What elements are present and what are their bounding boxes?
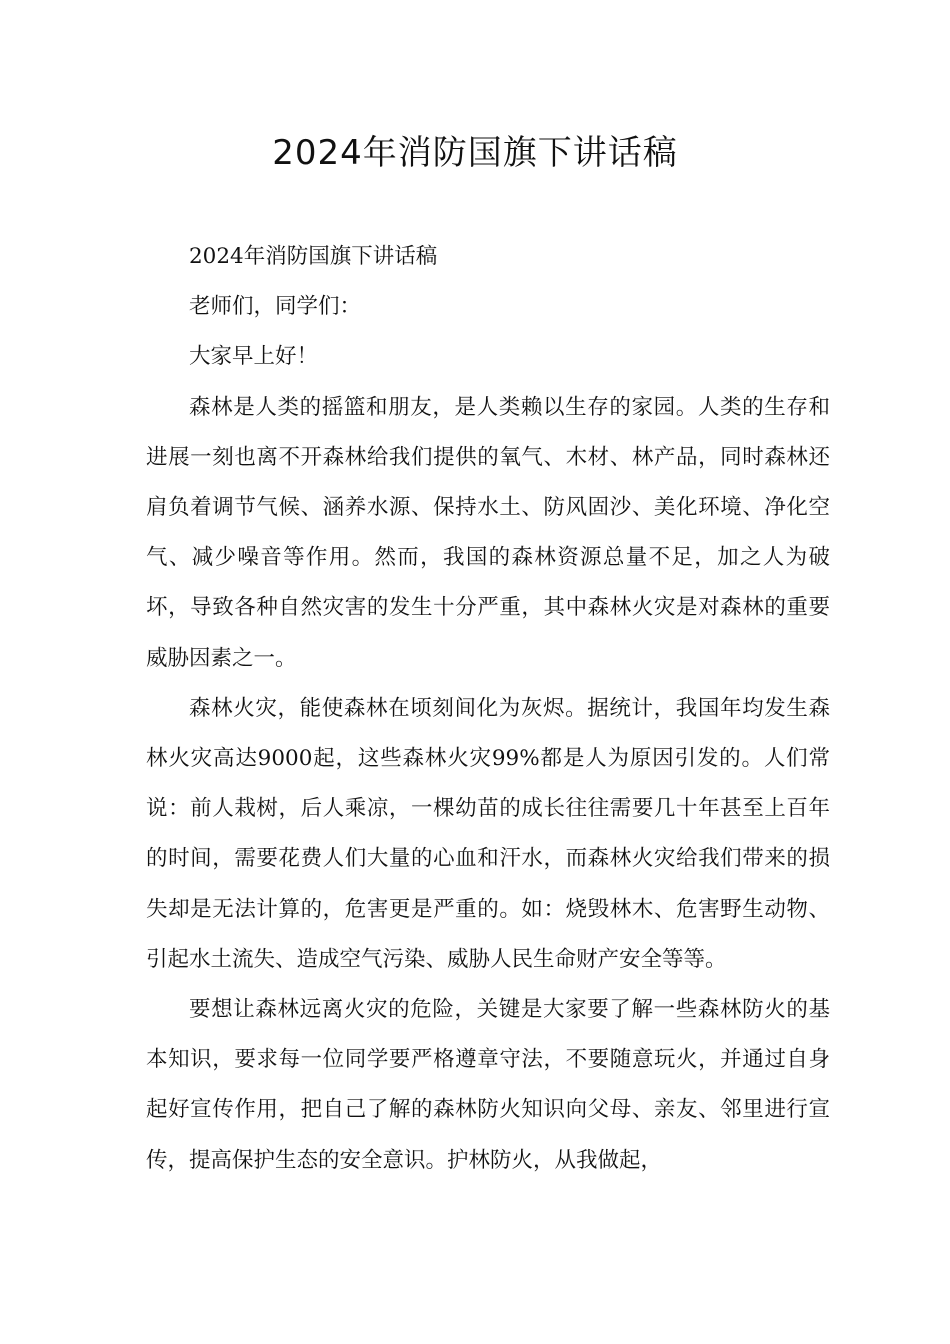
- paragraph-fire-prevention: 要想让森林远离火灾的危险，关键是大家要了解一些森林防火的基本知识，要求每一位同学要严格遵章守法，不要随意玩火，并通过自身起好宣传作用，把自己了解的森林防火知识向父母、亲友、邻里进行宣传，提高保护生态的安全意识。护林防火，从我做起，: [146, 997, 830, 1173]
- document-body: [146, 232, 830, 1186]
- paragraph-subtitle: 2024年消防国旗下讲话稿: [189, 244, 438, 269]
- paragraph-forest-importance: 森林是人类的摇篮和朋友，是人类赖以生存的家园。人类的生存和进展一刻也离不开森林给我们提供的氧气、木材、林产品，同时森林还肩负着调节气候、涵养水源、保持水土、防风固沙、美化环境、净化空气、减少噪音等作用。然而，我国的森林资源总量不足，加之人为破坏，导致各种自然灾害的发生十分严重，其中森林火灾是对森林的重要威胁因素之一。: [146, 394, 830, 671]
- page-title: 2024年消防国旗下讲话稿: [272, 133, 678, 173]
- paragraph-greeting: 大家早上好！: [189, 344, 319, 370]
- paragraph-forest-fire-harm: 森林火灾，能使森林在顷刻间化为灰烬。据统计，我国年均发生森林火灾高达9000起，这些森林火灾99%都是人为原因引发的。人们常说：前人栽树，后人乘凉，一棵幼苗的成长往往需要几十年甚至上百年的时间，需要花费人们大量的心血和汗水，而森林火灾给我们带来的损失却是无法计算的，危害更是严重的。如：烧毁林木、危害野生动物、引起水土流失、造成空气污染、威胁人民生命财产安全等等。: [146, 695, 830, 972]
- paragraph-salutation: 老师们，同学们：: [189, 294, 362, 320]
